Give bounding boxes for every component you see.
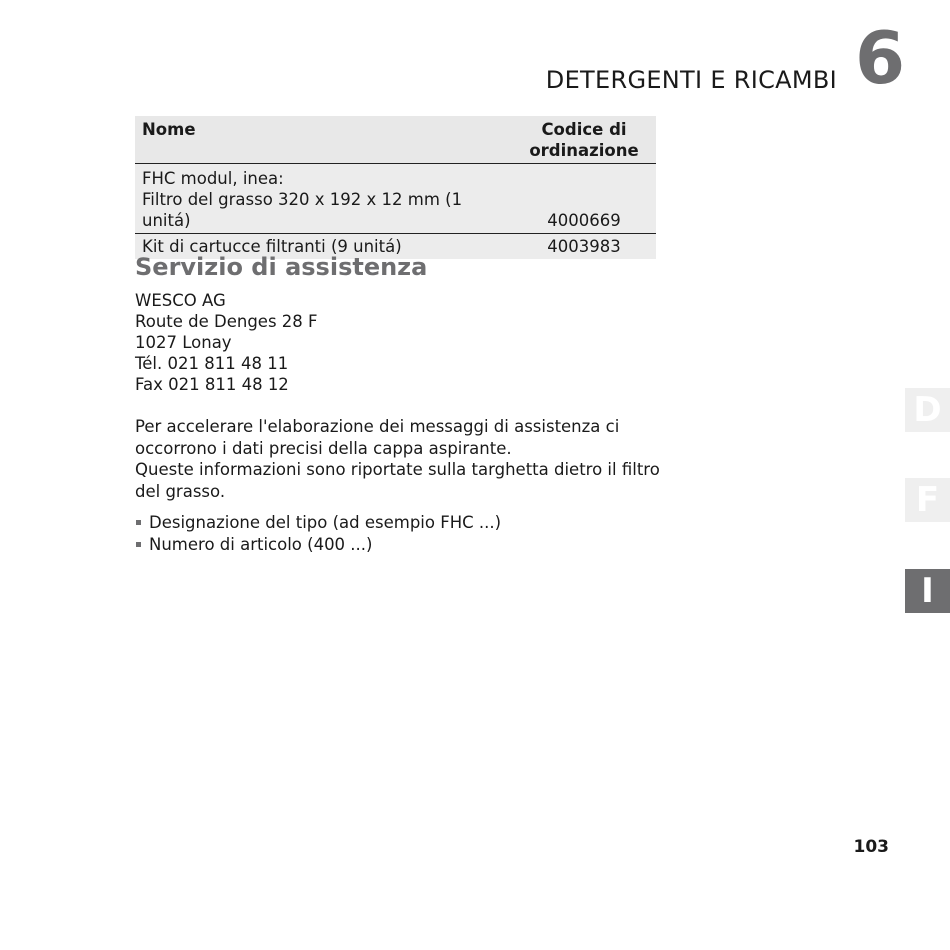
list-item [135, 534, 501, 556]
address-line-phone: Tél. 021 811 48 11 [135, 354, 289, 373]
service-paragraph-1: Per accelerare l'elaborazione dei messaggi di assistenza ci occorrono i dati precisi della cappa aspirante. [135, 417, 620, 458]
list-item [135, 512, 501, 534]
service-paragraph-2: Queste informazioni sono riportate sulla targhetta dietro il filtro del grasso. [135, 460, 660, 501]
column-header-code-line2: ordinazione [529, 141, 639, 160]
address-line-street: Route de Denges 28 F [135, 312, 318, 331]
part-name-line2: Filtro del grasso 320 x 192 x 12 mm (1 unitá) [142, 190, 463, 230]
table-cell-name: Kit di cartucce filtranti (9 unitá) [135, 234, 512, 260]
chapter-title: DETERGENTI E RICAMBI [545, 66, 837, 94]
table-header-row [135, 116, 656, 164]
language-tab-d[interactable]: D [905, 388, 950, 432]
section-heading-service: Servizio di assistenza [135, 253, 428, 281]
parts-table [135, 116, 656, 259]
column-header-code-line1: Codice di [541, 120, 627, 139]
address-line-company: WESCO AG [135, 291, 226, 310]
table-cell-name [135, 164, 512, 234]
list-item-text: Designazione del tipo (ad esempio FHC ...) [149, 513, 502, 532]
bullet-list [135, 512, 501, 555]
bullet-square-icon [136, 520, 141, 525]
address-line-fax: Fax 021 811 48 12 [135, 375, 289, 394]
chapter-number: 6 [855, 16, 906, 100]
language-tab-f[interactable]: F [905, 478, 950, 522]
service-address [135, 290, 318, 395]
table-cell-code: 4000669 [512, 164, 656, 234]
page-number: 103 [853, 837, 889, 857]
address-line-city: 1027 Lonay [135, 333, 232, 352]
table-row [135, 164, 656, 234]
bullet-square-icon [136, 542, 141, 547]
language-tab-i[interactable]: I [905, 569, 950, 613]
column-header-name-label: Nome [142, 120, 196, 139]
table-cell-code: 4003983 [512, 234, 656, 260]
column-header-code [512, 116, 656, 164]
column-header-name [135, 116, 512, 164]
list-item-text: Numero di articolo (400 ...) [149, 534, 373, 554]
part-name-line1: FHC modul, inea: [142, 169, 284, 188]
